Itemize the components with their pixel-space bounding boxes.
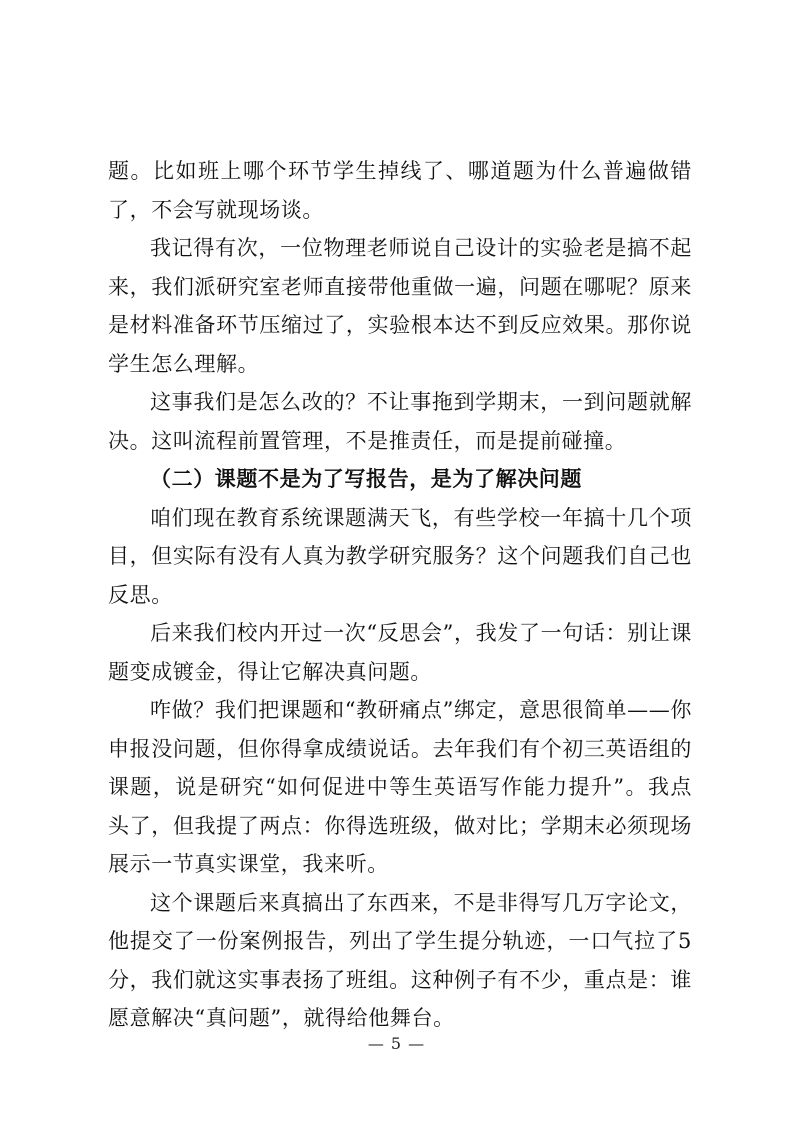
paragraph-case-report: 这个课题后来真搞出了东西来，不是非得写几万字论文，他提交了一份案例报告，列出了学生提分轨迹，一口气拉了5分，我们就这实事表扬了班组。这种例子有不少，重点是：谁愿意解决“真问题”，就得给他舞台。 <box>108 890 692 1030</box>
paragraph-continuation: 题。比如班上哪个环节学生掉线了、哪道题为什么普遍做错了，不会写就现场谈。 <box>108 159 692 222</box>
paragraph-research-topics: 咱们现在教育系统课题满天飞，有些学校一年搞十几个项目，但实际有没有人真为教学研究服务？这个问题我们自己也反思。 <box>108 505 692 607</box>
paragraph-process-management: 这事我们是怎么改的？不让事拖到学期末，一到问题就解决。这叫流程前置管理，不是推责任，而是提前碰撞。 <box>108 390 692 453</box>
paragraph-reflection-meeting: 后来我们校内开过一次“反思会”，我发了一句话：别让课题变成镀金，得让它解决真问题。 <box>108 621 692 684</box>
section-heading: （二）课题不是为了写报告，是为了解决问题 <box>150 466 582 491</box>
page-number: — 5 — <box>367 1034 426 1053</box>
paragraph-pain-points: 咋做？我们把课题和“教研痛点”绑定，意思很简单——你申报没问题，但你得拿成绩说话。去年我们有个初三英语组的课题，说是研究“如何促进中等生英语写作能力提升”。我点头了，但我提了两点：你得选班级，做对比；学期末必须现场展示一节真实课堂，我来听。 <box>108 698 692 876</box>
paragraph-physics-experiment: 我记得有次，一位物理老师说自己设计的实验老是搞不起来，我们派研究室老师直接带他重做一遍，问题在哪呢？原来是材料准备环节压缩过了，实验根本达不到反应效果。那你说学生怎么理解。 <box>108 236 692 376</box>
body-text <box>108 152 692 1038</box>
